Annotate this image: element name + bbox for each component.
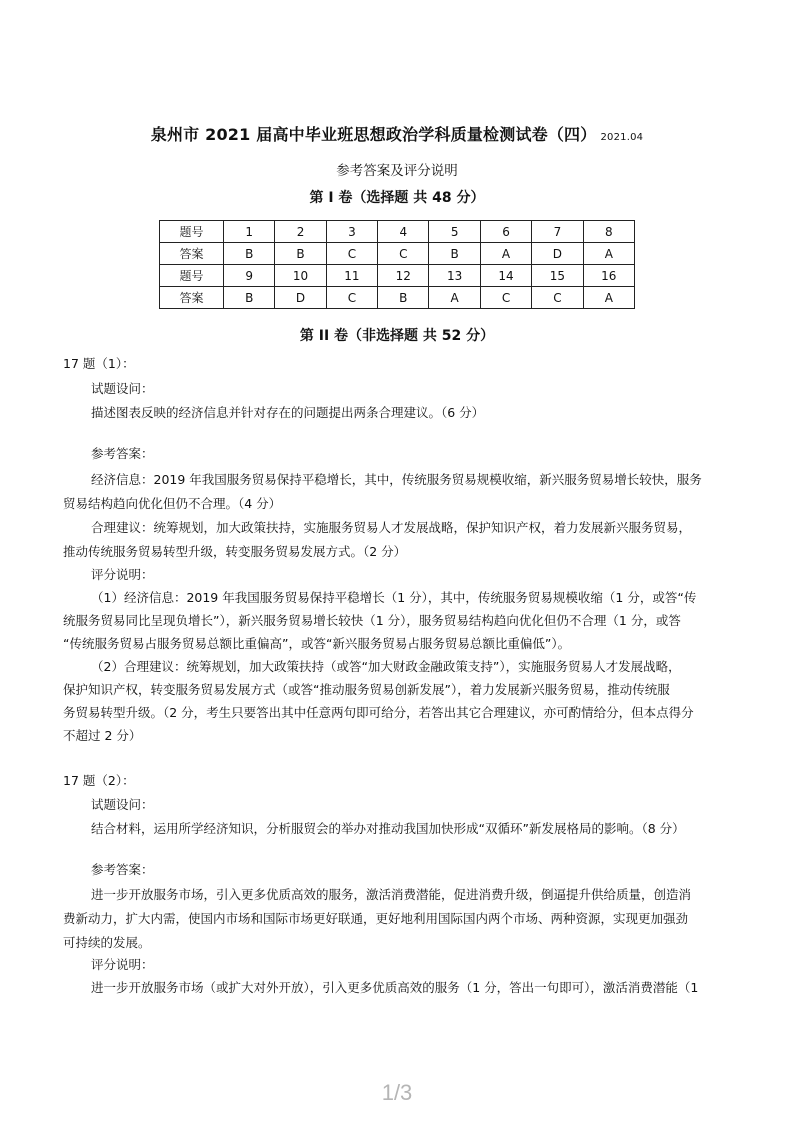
answer-table-cell: B [378,287,429,309]
answer-table-cell: 4 [378,221,429,243]
answer-table-cell: 12 [378,265,429,287]
page-indicator: 1/3 [381,1080,413,1105]
answer-table-cell: C [532,287,583,309]
answer-table-row [160,265,635,287]
answer-table-row-header: 题号 [160,265,224,287]
answer-table-cell: C [480,287,531,309]
q17-2-question-label: 试题设问： [91,797,154,812]
document-title [0,122,794,145]
answer-table-row [160,243,635,265]
answer-table-cell: B [224,243,275,265]
answer-table-cell: 9 [224,265,275,287]
q17-2-score-label: 评分说明： [91,957,154,972]
answer-table-cell: A [480,243,531,265]
q17-1-answer-line: 经济信息：2019 年我国服务贸易保持平稳增长，其中，传统服务贸易规模收缩，新兴服务贸易增长较快，服务 [91,472,702,487]
answer-table-cell: B [275,243,326,265]
answer-table-cell: C [326,287,377,309]
q17-1-score-label: 评分说明： [91,567,154,582]
q17-1-score-line: 统服务贸易同比呈现负增长”），新兴服务贸易增长较快（1 分），服务贸易结构趋向优化但仍不合理（1 分，或答 [63,613,681,628]
answer-table-row-header: 答案 [160,287,224,309]
part2-title: 第 II 卷（非选择题 共 52 分） [299,328,495,344]
q17-1-ref-label: 参考答案： [91,446,154,461]
answer-table-cell: 6 [480,221,531,243]
answer-table-cell: 8 [583,221,634,243]
answer-table-cell: 14 [480,265,531,287]
answer-table-cell: 7 [532,221,583,243]
answer-table-cell: 16 [583,265,634,287]
answer-table-cell: 3 [326,221,377,243]
q17-1-question-label: 试题设问： [91,381,154,396]
q17-1-question: 描述图表反映的经济信息并针对存在的问题提出两条合理建议。（6 分） [91,405,485,420]
answer-table-cell: B [429,243,480,265]
q17-2-question: 结合材料，运用所学经济知识，分析服贸会的举办对推动我国加快形成“双循环”新发展格局的影响。（8 分） [91,821,685,836]
answer-table-cell: A [583,287,634,309]
answer-table-row-header: 答案 [160,243,224,265]
title-text: 泉州市 2021 届高中毕业班思想政治学科质量检测试卷（四） [150,125,597,144]
answer-table-cell: A [583,243,634,265]
answer-table-cell: D [532,243,583,265]
answer-table [159,220,635,309]
answer-table-cell: 11 [326,265,377,287]
answer-table-cell: 15 [532,265,583,287]
q17-1-score-line: （1）经济信息：2019 年我国服务贸易保持平稳增长（1 分），其中，传统服务贸易规模收缩（1 分，或答“传 [91,590,697,605]
q17-1-score-line: 保护知识产权，转变服务贸易发展方式（或答“推动服务贸易创新发展”），着力发展新兴服务贸易，推动传统服 [63,682,670,697]
q17-1-answer-line: 推动传统服务贸易转型升级，转变服务贸易发展方式。（2 分） [63,544,407,559]
answer-table-cell: 5 [429,221,480,243]
q17-1-score-line: 务贸易转型升级。（2 分，考生只要答出其中任意两句即可给分，若答出其它合理建议，亦可酌情给分，但本点得分 [63,705,694,720]
q17-2-ref-label: 参考答案： [91,862,154,877]
q17-1-score-line: （2）合理建议：统筹规划，加大政策扶持（或答“加大财政金融政策支持”），实施服务贸易人才发展战略， [91,659,681,674]
part1-title: 第 I 卷（选择题 共 48 分） [309,190,485,206]
q17-1-answer-line: 合理建议：统筹规划，加大政策扶持，实施服务贸易人才发展战略，保护知识产权，着力发展新兴服务贸易， [91,520,692,535]
answer-table-cell: 1 [224,221,275,243]
q17-1-score-line: “传统服务贸易占服务贸易总额比重偏高”，或答“新兴服务贸易占服务贸易总额比重偏低”）。 [63,636,571,651]
q17-2-answer-line: 费新动力，扩大内需，使国内市场和国际市场更好联通，更好地利用国际国内两个市场、两种资源，实现更加强劲 [63,911,689,926]
answer-table-row [160,287,635,309]
title-date: 2021.04 [600,132,644,143]
q17-2-answer-line: 可持续的发展。 [63,935,151,950]
answer-table-cell: A [429,287,480,309]
answer-table-cell: C [326,243,377,265]
answer-table-cell: 2 [275,221,326,243]
q17-2-score-line: 进一步开放服务市场（或扩大对外开放），引入更多优质高效的服务（1 分，答出一句即可），激活消费潜能（1 [91,980,699,995]
answer-table-cell: 13 [429,265,480,287]
document-subtitle: 参考答案及评分说明 [336,163,458,179]
answer-table-row [160,221,635,243]
answer-table-cell: B [224,287,275,309]
q17-1-score-line: 不超过 2 分） [63,728,142,743]
q17-1-heading: 17 题（1）： [63,356,135,371]
answer-table-cell: C [378,243,429,265]
q17-2-heading: 17 题（2）： [63,773,135,788]
answer-table-row-header: 题号 [160,221,224,243]
q17-2-answer-line: 进一步开放服务市场，引入更多优质高效的服务，激活消费潜能，促进消费升级，倒逼提升供给质量，创造消 [91,887,692,902]
answer-table-cell: 10 [275,265,326,287]
q17-1-answer-line: 贸易结构趋向优化但仍不合理。（4 分） [63,496,282,511]
answer-table-cell: D [275,287,326,309]
